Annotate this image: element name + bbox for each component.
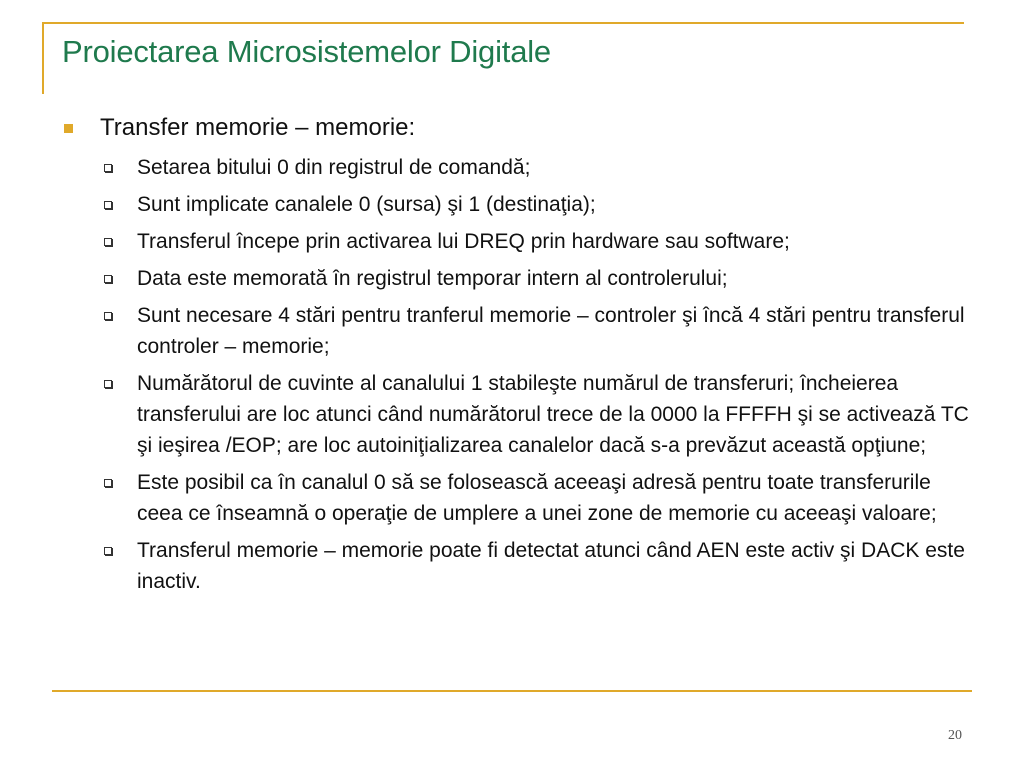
slide-title: Proiectarea Microsistemelor Digitale xyxy=(62,34,551,69)
title-vertical-rule xyxy=(42,22,44,94)
sub-bullet-item xyxy=(62,467,972,529)
sub-bullet-text: Setarea bitului 0 din registrul de comandă; xyxy=(137,156,531,179)
sub-bullet-text: Data este memorată în registrul temporar intern al controlerului; xyxy=(137,267,728,290)
sub-bullet-text: Transferul memorie – memorie poate fi detectat atunci când AEN este activ şi DACK este inactiv. xyxy=(137,539,965,593)
sub-bullet-text: Transferul începe prin activarea lui DREQ prin hardware sau software; xyxy=(137,230,790,253)
sub-bullet-item xyxy=(62,189,972,220)
page-number: 20 xyxy=(948,728,962,743)
sub-bullet-list xyxy=(62,152,972,597)
bullet-heading xyxy=(62,112,972,144)
hollow-square-bullet-icon xyxy=(104,380,112,388)
sub-bullet-item xyxy=(62,226,972,257)
sub-bullet-text: Sunt implicate canalele 0 (sursa) şi 1 (destinaţia); xyxy=(137,193,596,216)
sub-bullet-item xyxy=(62,535,972,597)
hollow-square-bullet-icon xyxy=(104,312,112,320)
sub-bullet-text: Numărătorul de cuvinte al canalului 1 stabileşte numărul de transferuri; încheierea transferului are loc atunci când numărătorul trece de la 0000 la FFFFH şi se activează TC şi ieşirea /EOP; are loc autoiniţializarea canalelor dacă s-a prevăzut această opţiune; xyxy=(137,372,969,457)
sub-bullet-item xyxy=(62,263,972,294)
footer-rule xyxy=(52,690,972,692)
bullet-heading-text: Transfer memorie – memorie: xyxy=(100,114,416,141)
hollow-square-bullet-icon xyxy=(104,201,112,209)
title-horizontal-rule xyxy=(42,22,964,24)
hollow-square-bullet-icon xyxy=(104,547,112,555)
filled-square-bullet-icon xyxy=(64,124,73,133)
hollow-square-bullet-icon xyxy=(104,275,112,283)
hollow-square-bullet-icon xyxy=(104,479,112,487)
sub-bullet-text: Este posibil ca în canalul 0 să se folosească aceeaşi adresă pentru toate transferurile ceea ce înseamnă o operaţie de umplere a unei zone de memorie cu aceeaşi valoare; xyxy=(137,471,937,525)
slide-content xyxy=(62,112,972,603)
sub-bullet-text: Sunt necesare 4 stări pentru tranferul memorie – controler şi încă 4 stări pentru transferul controler – memorie; xyxy=(137,304,965,358)
hollow-square-bullet-icon xyxy=(104,238,112,246)
sub-bullet-item xyxy=(62,368,972,461)
hollow-square-bullet-icon xyxy=(104,164,112,172)
sub-bullet-item xyxy=(62,300,972,362)
sub-bullet-item xyxy=(62,152,972,183)
